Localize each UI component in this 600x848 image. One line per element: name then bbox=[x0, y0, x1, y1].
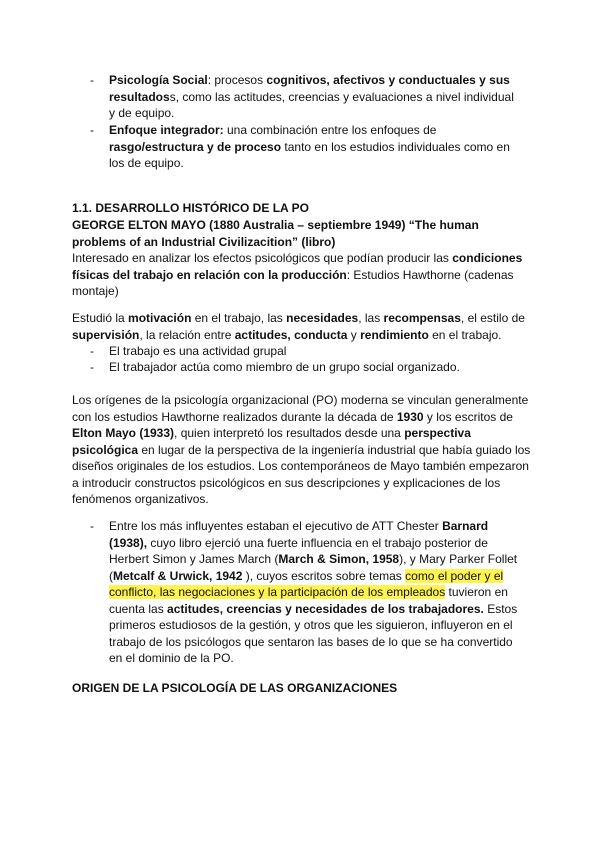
text-run: y los escritos de bbox=[423, 409, 513, 424]
bold-text: 1930 bbox=[396, 409, 424, 424]
text-run: , el estilo de bbox=[460, 311, 525, 325]
text-run: y bbox=[347, 327, 361, 342]
bold-text: Barnard (1938), bbox=[109, 519, 489, 550]
bullet-worker-member bbox=[90, 359, 530, 376]
paragraph-origins bbox=[72, 392, 532, 508]
bullet-psicologia-social bbox=[90, 72, 520, 122]
bold-text: Elton Mayo (1933) bbox=[72, 426, 175, 440]
paragraph-studied bbox=[72, 310, 534, 343]
bold-text: Enfoque integrador: bbox=[109, 123, 224, 137]
highlighted-text: como el poder y el conflicto, las negociaciones y la participación de los empleados bbox=[109, 568, 504, 599]
text-run: s, como las actitudes, creencias y evaluaciones a nivel individual y de equipo. bbox=[109, 89, 514, 120]
bullet-marker: - bbox=[90, 519, 94, 533]
bullet-influential bbox=[90, 518, 518, 667]
bold-text: actitudes, creencias y necesidades de los trabajadores. bbox=[167, 601, 484, 616]
bold-text: actitudes, conducta bbox=[234, 327, 348, 342]
text-run: Los orígenes de la psicología organizacional (PO) moderna se vinculan generalmente con los estudios Hawthorne realizados durante la década de bbox=[72, 393, 529, 424]
bold-text: supervisión bbox=[72, 327, 140, 342]
bold-text: recompensas bbox=[383, 311, 461, 325]
bold-text: March & Simon, 1958 bbox=[278, 552, 400, 566]
bullet-text bbox=[90, 72, 520, 122]
text-run: cuyo libro ejerció una fuerte influencia en el trabajo posterior de Herbert Simon y James March ( bbox=[109, 535, 488, 566]
text-run: una combinación entre los enfoques de bbox=[223, 123, 437, 137]
text-run: Entre los más influyentes estaban el ejecutivo de ATT Chester bbox=[109, 519, 443, 533]
bold-text: Psicología Social bbox=[109, 73, 208, 87]
text-run: , quien interpretó los resultados desde una bbox=[174, 426, 405, 440]
bullet-text bbox=[90, 122, 520, 172]
text-run: , la relación entre bbox=[139, 327, 235, 342]
bullet-marker: - bbox=[90, 123, 94, 137]
mayo-heading: GEORGE ELTON MAYO (1880 Australia – septiembre 1949) “The human problems of an Industrial Civilizacition” (libro) bbox=[72, 218, 479, 249]
text-run: ), y Mary Parker Follet ( bbox=[109, 552, 518, 583]
bold-text: necesidades bbox=[286, 311, 359, 325]
bullet-marker: - bbox=[90, 344, 94, 358]
text-run: , las bbox=[358, 311, 384, 325]
text-run: Estudió la bbox=[72, 311, 129, 325]
text-run: : Estudios Hawthorne (cadenas montaje) bbox=[72, 267, 514, 298]
bullet-enfoque-integrador bbox=[90, 122, 520, 172]
text-run: tuvieron en cuenta las bbox=[109, 585, 508, 616]
text-run: en el trabajo. bbox=[428, 327, 502, 342]
paragraph-interest bbox=[72, 250, 532, 300]
bold-text: cognitivos, afectivos y conductuales y sus resultados bbox=[109, 73, 510, 104]
text-run: en el trabajo, las bbox=[191, 311, 287, 325]
section-title: 1.1. DESARROLLO HISTÓRICO DE LA PO bbox=[72, 201, 309, 215]
bold-text: rasgo/estructura y de proceso bbox=[109, 139, 282, 154]
bullet-marker: - bbox=[90, 360, 94, 374]
bullet-text: El trabajo es una actividad grupal bbox=[109, 344, 287, 358]
bullet-text bbox=[90, 518, 518, 667]
text-run: tanto en los estudios individuales como en los de equipo. bbox=[109, 139, 510, 170]
text-run: Interesado en analizar los efectos psicológicos que podían producir las bbox=[72, 251, 453, 265]
text-run: en lugar de la perspectiva de la ingeniería industrial que había guiado los diseños originales de los estudios. Los contemporáneos de Mayo también empezaron a introducir constructos psicológicos en sus descripciones y explicaciones de los fenómenos organizativos. bbox=[72, 442, 531, 506]
bullet-text: El trabajador actúa como miembro de un grupo social organizado. bbox=[109, 360, 460, 374]
text-run: Estos primeros estudiosos de la gestión, y otros que les siguieron, influyeron en el trabajo de los psicólogos que sentaron las bases de lo que se ha convertido en el dominio de la PO. bbox=[109, 601, 518, 665]
bullet-marker: - bbox=[90, 73, 94, 87]
bold-text: condiciones físicas del trabajo en relación con la producción bbox=[72, 251, 523, 282]
final-heading: ORIGEN DE LA PSICOLOGÍA DE LAS ORGANIZACIONES bbox=[72, 681, 398, 695]
bold-text: motivación bbox=[128, 311, 192, 325]
text-run: ), cuyos escritos sobre temas bbox=[242, 568, 406, 583]
text-run: : procesos bbox=[207, 73, 267, 87]
bold-text: rendimiento bbox=[360, 327, 429, 342]
bold-text: perspectiva psicológica bbox=[72, 426, 471, 457]
bullet-work-group bbox=[90, 343, 530, 360]
bold-text: Metcalf & Urwick, 1942 bbox=[113, 568, 243, 583]
